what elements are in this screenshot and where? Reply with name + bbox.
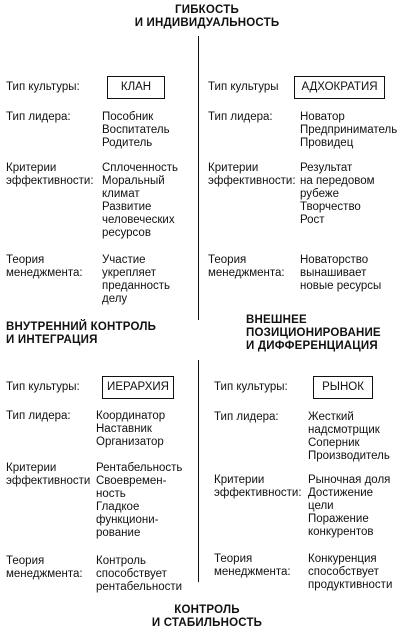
clan-theory-label: Теория менеджмента: bbox=[6, 254, 83, 279]
hierarchy-leader-values: Координатор Наставник Организатор bbox=[96, 410, 166, 448]
clan-leader-label: Тип лидера: bbox=[6, 111, 71, 123]
clan-leader-values: Пособник Воспитатель Родитель bbox=[102, 111, 170, 149]
market-culture-label: Тип культуры: bbox=[214, 381, 288, 393]
adhocracy-theory-values: Новаторство вынашивает новые ресурсы bbox=[300, 254, 382, 292]
hierarchy-culture-label: Тип культуры: bbox=[6, 381, 80, 393]
clan-culture-box: КЛАН bbox=[107, 76, 165, 99]
vertical-axis-upper bbox=[198, 36, 199, 320]
adhocracy-criteria-values: Результат на передовом рубеже Творчество Рост bbox=[300, 162, 375, 226]
adhocracy-culture-box: АДХОКРАТИЯ bbox=[294, 76, 385, 99]
axis-title-top: ГИБКОСТЬ И ИНДИВИДУАЛЬНОСТЬ bbox=[134, 4, 280, 29]
market-leader-label: Тип лидера: bbox=[214, 411, 279, 423]
axis-title-bottom: КОНТРОЛЬ И СТАБИЛЬНОСТЬ bbox=[151, 604, 263, 629]
market-theory-label: Теория менеджмента: bbox=[214, 553, 291, 578]
adhocracy-theory-label: Теория менеджмента: bbox=[208, 254, 285, 279]
adhocracy-culture-label: Тип культуры bbox=[208, 81, 279, 93]
axis-title-right: ВНЕШНЕЕ ПОЗИЦИОНИРОВАНИЕ И ДИФФЕРЕНЦИАЦИЯ bbox=[246, 314, 381, 352]
market-criteria-values: Рыночная доля Достижение цели Поражение конкурентов bbox=[308, 474, 391, 538]
hierarchy-criteria-values: Рентабельность Своевремен- ность Гладкое функциони- рование bbox=[96, 462, 183, 539]
hierarchy-theory-label: Теория менеджмента: bbox=[6, 555, 83, 580]
adhocracy-leader-values: Новатор Предприниматель Провидец bbox=[300, 111, 398, 149]
clan-theory-values: Участие укрепляет преданность делу bbox=[102, 254, 170, 305]
hierarchy-leader-label: Тип лидера: bbox=[6, 410, 71, 422]
clan-criteria-values: Сплоченность Моральный климат Развитие человеческих ресурсов bbox=[102, 162, 179, 239]
market-culture-box: РЫНОК bbox=[313, 376, 373, 399]
vertical-axis-lower bbox=[198, 360, 199, 582]
market-criteria-label: Критерии эффективности: bbox=[214, 474, 302, 499]
adhocracy-leader-label: Тип лидера: bbox=[208, 111, 273, 123]
market-theory-values: Конкуренция способствует продуктивности bbox=[308, 553, 393, 591]
adhocracy-criteria-label: Критерии эффективности: bbox=[208, 162, 296, 187]
hierarchy-theory-values: Контроль способствует рентабельности bbox=[96, 555, 183, 593]
hierarchy-criteria-label: Критерии эффективности bbox=[6, 462, 91, 487]
clan-criteria-label: Критерии эффективности: bbox=[6, 162, 94, 187]
clan-culture-label: Тип культуры: bbox=[6, 81, 80, 93]
axis-title-left: ВНУТРЕННИЙ КОНТРОЛЬ И ИНТЕГРАЦИЯ bbox=[6, 321, 157, 346]
hierarchy-culture-box: ИЕРАРХИЯ bbox=[102, 376, 174, 399]
market-leader-values: Жесткий надсмотрщик Соперник Производитель bbox=[308, 411, 390, 462]
